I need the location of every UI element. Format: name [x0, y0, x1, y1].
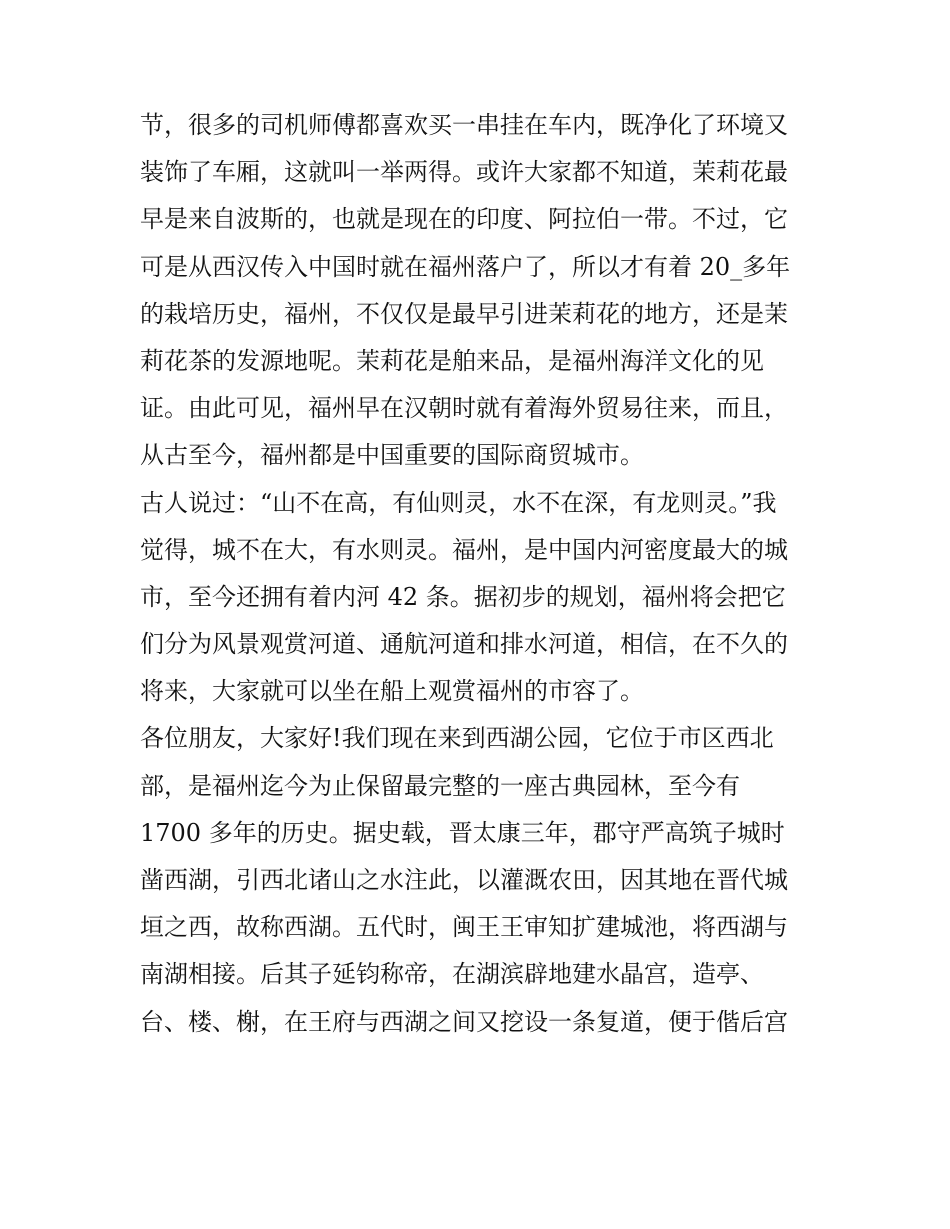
text-line: 早是来自波斯的，也就是现在的印度、阿拉伯一带。不过，它 — [140, 205, 788, 234]
text-line: 可是从西汉传入中国时就在福州落户了，所以才有着 20_多年 — [140, 252, 791, 281]
text-line: 南湖相接。后其子延钧称帝，在湖滨辟地建水晶宫，造亭、 — [140, 960, 764, 989]
text-line: 节，很多的司机师傅都喜欢买一串挂在车内，既净化了环境又 — [140, 111, 788, 139]
text-line: 证。由此可见，福州早在汉朝时就有着海外贸易往来，而且， — [140, 394, 788, 423]
text-line: 莉花茶的发源地呢。茉莉花是舶来品，是福州海洋文化的见 — [140, 346, 764, 375]
text-line: 市，至今还拥有着内河 42 条。据初步的规划，福州将会把它 — [140, 582, 786, 611]
text-line: 凿西湖，引西北诸山之水注此，以灌溉农田，因其地在晋代城 — [140, 866, 788, 894]
text-line: 们分为风景观赏河道、通航河道和排水河道，相信，在不久的 — [140, 630, 788, 659]
text-line: 从古至今，福州都是中国重要的国际商贸城市。 — [140, 441, 644, 470]
text-line: 装饰了车厢，这就叫一举两得。或许大家都不知道，茉莉花最 — [140, 158, 788, 187]
text-line: 古人说过：“山不在高，有仙则灵，水不在深，有龙则灵。”我 — [140, 488, 777, 517]
text-line: 将来，大家就可以坐在船上观赏福州的市容了。 — [140, 677, 644, 706]
text-line: 台、楼、榭，在王府与西湖之间又挖设一条复道，便于偕后宫 — [140, 1007, 788, 1036]
text-line: 垣之西，故称西湖。五代时，闽王王审知扩建城池，将西湖与 — [140, 913, 788, 942]
text-line: 的栽培历史，福州，不仅仅是最早引进茉莉花的地方，还是茉 — [140, 299, 788, 328]
body-text — [140, 102, 820, 1046]
text-line: 各位朋友，大家好!我们现在来到西湖公园，它位于市区西北 — [140, 724, 774, 753]
text-line: 部，是福州迄今为止保留最完整的一座古典园林，至今有 — [140, 771, 740, 800]
text-line: 1700 多年的历史。据史载，晋太康三年，郡守严高筑子城时 — [140, 818, 785, 847]
text-line: 觉得，城不在大，有水则灵。福州，是中国内河密度最大的城 — [140, 535, 788, 564]
